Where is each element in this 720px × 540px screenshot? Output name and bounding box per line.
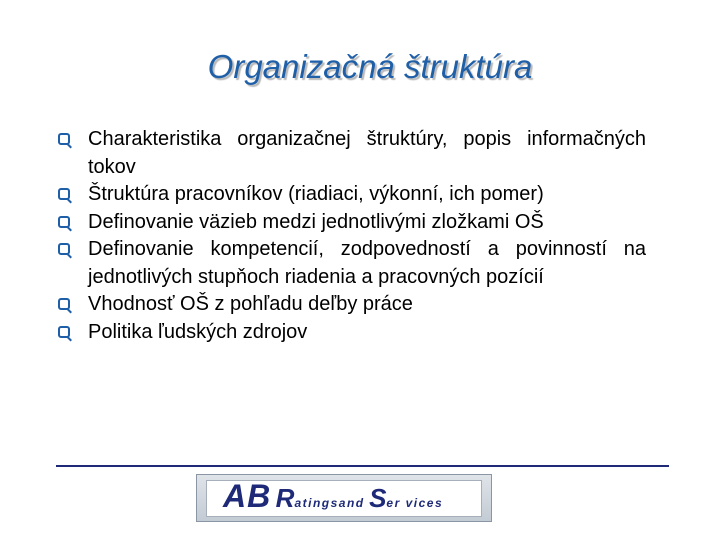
logo-r: R: [275, 483, 295, 513]
checkbox-bullet-icon: [58, 243, 70, 255]
checkbox-bullet-icon: [58, 298, 70, 310]
checkbox-bullet-icon: [58, 216, 70, 228]
slide-title: Organizačná štruktúra: [207, 48, 533, 85]
divider-line: [56, 465, 669, 467]
bullet-list: [58, 126, 646, 346]
checkbox-bullet-icon: [58, 326, 70, 338]
logo-ab: AB: [223, 478, 272, 514]
logo-s: S: [369, 483, 387, 513]
list-item: [58, 319, 646, 347]
bullet-text: Vhodnosť OŠ z pohľadu deľby práce: [88, 293, 413, 315]
bullet-text: Štruktúra pracovníkov (riadiaci, výkonní, ich pomer): [88, 183, 544, 205]
bullet-text: Charakteristika organizačnej štruktúry, popis informačných tokov: [88, 128, 646, 178]
bullet-text: Definovanie väzieb medzi jednotlivými zložkami OŠ: [88, 210, 544, 233]
list-item: [58, 236, 646, 291]
checkbox-bullet-icon: [58, 188, 70, 200]
list-item: [58, 126, 646, 181]
list-item: [58, 291, 646, 319]
checkbox-bullet-icon: [58, 133, 70, 145]
logo-ervices: er vices: [386, 496, 444, 510]
company-logo: [223, 478, 443, 515]
list-item: [58, 181, 646, 209]
bullet-text: Definovanie kompetencií, zodpovedností a povinností na jednotlivých stupňoch riadenia a pracovných pozícií: [88, 238, 646, 288]
logo-atings: atingsand: [294, 496, 365, 510]
bullet-text: Politika ľudských zdrojov: [88, 320, 308, 343]
list-item: [58, 209, 646, 237]
